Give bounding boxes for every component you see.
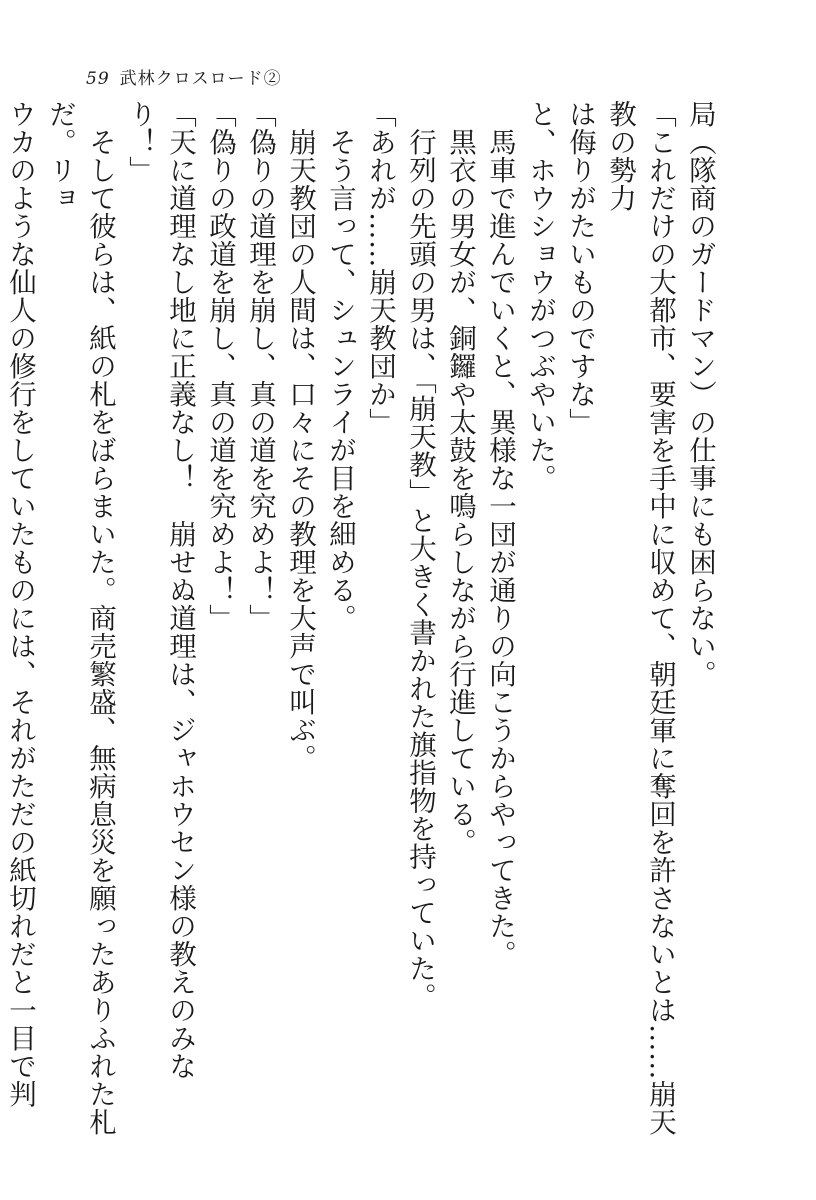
book-title: 武林クロスロード② <box>119 69 282 89</box>
text-line: は侮りがたいものですな」 <box>564 100 596 436</box>
text-line: 局（隊商のガードマン）の仕事にも困らない。 <box>684 100 716 688</box>
page-number: 59 <box>86 69 110 89</box>
running-header <box>86 64 282 89</box>
text-line: ウカのような仙人の修行をしていたものには、それがただの紙切れだと一目で判 <box>4 100 36 1108</box>
text-line: 崩天教団の人間は、口々にその教理を大声で叫ぶ。 <box>284 127 316 772</box>
text-line: 行列の先頭の男は、「崩天教」と大きく書かれた旗指物を持っていた。 <box>404 127 436 1010</box>
text-line: 「偽りの政道を崩し、真の道を究めよ！」 <box>204 100 236 632</box>
text-line: そう言って、シュンライが目を細める。 <box>324 127 356 632</box>
text-line: と、ホウショウがつぶやいた。 <box>524 100 556 492</box>
text-line: 「これだけの大都市、要害を手中に収めて、朝廷軍に奪回を許さないとは……崩天教の勢力 <box>604 100 676 1136</box>
text-line: 馬車で進んでいくと、異様な一団が通りの向こうからやってきた。 <box>484 127 516 968</box>
text-line: 黒衣の男女が、銅鑼や太鼓を鳴らしながら行進している。 <box>444 127 476 856</box>
text-line: 「偽りの道理を崩し、真の道を究めよ！」 <box>244 100 276 632</box>
text-line: 「あれが……崩天教団か」 <box>364 100 396 436</box>
text-line: 「天に道理なし地に正義なし！ 崩せぬ道理は、ジャホウセン様の教えのみなり！」 <box>124 100 196 1080</box>
text-line: そして彼らは、紙の札をばらまいた。商売繁盛、無病息災を願ったありふれた札だ。リョ <box>44 100 116 1136</box>
body-text <box>4 100 720 1140</box>
